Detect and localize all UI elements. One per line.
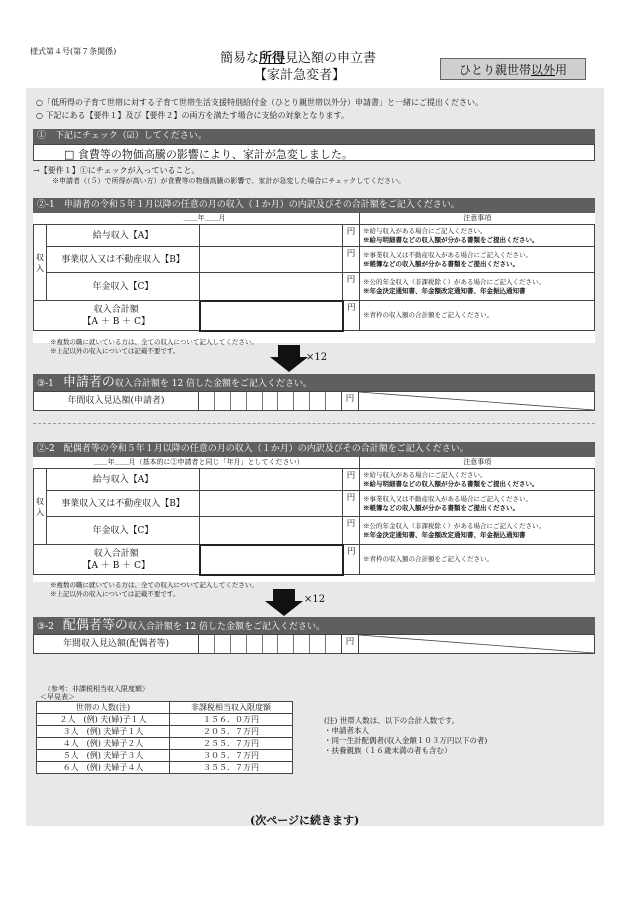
month-header: ＿＿年＿＿月 bbox=[183, 214, 226, 222]
household-notes: (注) 世帯人数は、以下の合計人数です。 ・申請者本人 ・同一生計配偶者(収入金額１０３万円以下の者) ・扶養親族（１６歳未満の者も含む） bbox=[324, 716, 488, 755]
reference-col-household: 世帯の人数(注) bbox=[37, 702, 170, 714]
pension-note-2: ※年金決定通知書、年金額改定通知書、年金振込通知書 bbox=[363, 286, 526, 295]
pension-unit: 円 bbox=[343, 517, 360, 545]
form-number: 様式第４号(第７条関係) bbox=[30, 47, 117, 56]
total-note: ※青枠の収入額の合計額をご記入ください。 bbox=[360, 545, 595, 575]
business-unit: 円 bbox=[343, 247, 360, 273]
total-unit: 円 bbox=[343, 301, 360, 331]
page-subtitle: 【家計急変者】 bbox=[254, 68, 346, 83]
salary-note-1: ※給与収入がある場合にご記入ください。 bbox=[363, 470, 487, 479]
continued-footer: (次ページに続きます) bbox=[250, 814, 360, 827]
section2-1-footnote-1: ※複数の職に就いている方は、全ての収入について記入してください。 bbox=[50, 338, 258, 346]
pension-note-2: ※年金決定通知書、年金額改定通知書、年金振込通知書 bbox=[363, 530, 526, 539]
reference-table bbox=[36, 701, 293, 774]
table-row: ３人 (例) 夫婦子１人 ２０５．７万円 bbox=[37, 726, 293, 738]
table-row: ２人 (例) 夫(婦)子１人 １５６．０万円 bbox=[37, 714, 293, 726]
section3-2-table bbox=[33, 634, 595, 654]
section1-bar: ① 下記にチェック（☑）してください。 bbox=[33, 129, 595, 144]
notes-header: 注意事項 bbox=[360, 213, 595, 225]
section3-1-table bbox=[33, 391, 595, 411]
income-side-label: 収入 bbox=[34, 225, 47, 301]
salary-note-2: ※給与明細書などの収入額が分かる書類をご提出ください。 bbox=[363, 235, 539, 244]
table-row: ４人 (例) 夫婦子２人 ２５５．７万円 bbox=[37, 738, 293, 750]
annual-income-spouse-label: 年間収入見込額(配偶者等) bbox=[34, 635, 199, 654]
multiplier-label: ×12 bbox=[304, 594, 326, 605]
business-note-1: ※事業収入又は不動産収入がある場合にご記入ください。 bbox=[363, 250, 532, 259]
total-income-label: 収入合計額 【A ＋ B ＋ C】 bbox=[34, 545, 200, 575]
salary-income-field[interactable] bbox=[200, 225, 343, 247]
down-arrow-icon bbox=[270, 345, 310, 373]
pension-income-label: 年金収入【C】 bbox=[47, 273, 200, 301]
intro-line-1: ○「低所得の子育て世帯に対する子育て世帯生活支援特別給付金（ひとり親世帯以外分）申請書」と一緒にご提出ください。 bbox=[36, 98, 483, 107]
total-note: ※青枠の収入額の合計額をご記入ください。 bbox=[360, 301, 595, 331]
section1-requirement-note: →【要件１】①にチェックが入っていること。 bbox=[33, 166, 200, 175]
month-header: ＿＿年＿＿月（基本的に②申請者と同じ「年月」としてください） bbox=[93, 458, 304, 466]
notes-header: 注意事項 bbox=[360, 457, 595, 469]
section2-2-footnote-2: ※上記以外の収入については記載不要です。 bbox=[50, 590, 180, 598]
table-row: ５人 (例) 夫婦子３人 ３０５．７万円 bbox=[37, 750, 293, 762]
pension-note-1: ※公的年金収入（非課税除く）がある場合にご記入ください。 bbox=[363, 521, 545, 530]
reference-subcaption: ＜早見表＞ bbox=[40, 693, 75, 701]
pension-income-label: 年金収入【C】 bbox=[47, 517, 200, 545]
section2-1-bar: ②-1 申請者の令和５年１月以降の任意の月の収入（１か月）の内訳及びその合計額をご記入ください。 bbox=[33, 198, 595, 213]
total-unit: 円 bbox=[343, 545, 360, 575]
pension-unit: 円 bbox=[343, 273, 360, 301]
income-side-label: 収入 bbox=[34, 469, 47, 545]
total-income-label: 収入合計額 【A ＋ B ＋ C】 bbox=[34, 301, 200, 331]
salary-unit: 円 bbox=[343, 225, 360, 247]
section1-checkbox-label: □ 食費等の物価高騰の影響により、家計が急変しました。 bbox=[64, 148, 353, 161]
business-income-field[interactable] bbox=[200, 247, 343, 273]
section-divider bbox=[33, 423, 595, 424]
annual-income-spouse-field[interactable] bbox=[199, 635, 342, 654]
page-title: 簡易な所得見込額の申立書 bbox=[220, 51, 377, 66]
salary-note-1: ※給与収入がある場合にご記入ください。 bbox=[363, 226, 487, 235]
section1-sub-note: ※申請者（（５）で所得が高い方）が食費等の物価高騰の影響で、家計が急変した場合にチェックしてください。 bbox=[52, 177, 406, 185]
business-unit: 円 bbox=[343, 491, 360, 517]
salary-income-label: 給与収入【A】 bbox=[47, 469, 200, 491]
business-note-1: ※事業収入又は不動産収入がある場合にご記入ください。 bbox=[363, 494, 532, 503]
pension-income-field[interactable] bbox=[200, 517, 343, 545]
section2-1-income-table bbox=[33, 213, 595, 332]
annual-income-applicant-field[interactable] bbox=[199, 392, 342, 411]
section2-2-income-table bbox=[33, 457, 595, 576]
section2-2-footnote-1: ※複数の職に就いている方は、全ての収入について記入してください。 bbox=[50, 581, 258, 589]
salary-note-2: ※給与明細書などの収入額が分かる書類をご提出ください。 bbox=[363, 479, 539, 488]
section3-1-bar: ③-1 申請者の収入合計額を 12 倍した金額をご記入ください。 bbox=[33, 374, 595, 393]
annual-income-applicant-label: 年間収入見込額(申請者) bbox=[34, 392, 199, 411]
salary-income-label: 給与収入【A】 bbox=[47, 225, 200, 247]
down-arrow-icon bbox=[265, 589, 305, 617]
annual-income-applicant-unit: 円 bbox=[342, 392, 359, 411]
section2-2-bar: ②-2 配偶者等の令和５年１月以降の任意の月の収入（１か月）の内訳及びその合計額をご記入ください。 bbox=[33, 442, 595, 457]
pension-income-field[interactable] bbox=[200, 273, 343, 301]
business-note-2: ※帳簿などの収入額が分かる書類をご提出ください。 bbox=[363, 259, 519, 268]
business-income-label: 事業収入又は不動産収入【B】 bbox=[47, 491, 200, 517]
intro-line-2: ○ 下記にある【要件１】及び【要件２】の両方を満たす場合に支給の対象となります。 bbox=[36, 111, 349, 120]
salary-unit: 円 bbox=[343, 469, 360, 491]
business-income-label: 事業収入又は不動産収入【B】 bbox=[47, 247, 200, 273]
total-income-field[interactable] bbox=[200, 545, 343, 575]
salary-income-field[interactable] bbox=[200, 469, 343, 491]
pension-note-1: ※公的年金収入（非課税除く）がある場合にご記入ください。 bbox=[363, 277, 545, 286]
business-note-2: ※帳簿などの収入額が分かる書類をご提出ください。 bbox=[363, 503, 519, 512]
business-income-field[interactable] bbox=[200, 491, 343, 517]
reference-caption: （参考：非課税相当収入限度額） bbox=[44, 685, 149, 693]
reference-col-limit: 非課税相当収入限度額 bbox=[170, 702, 293, 714]
total-income-field[interactable] bbox=[200, 301, 343, 331]
annual-income-spouse-unit: 円 bbox=[342, 635, 359, 654]
section1-checkbox-box[interactable] bbox=[33, 144, 595, 161]
target-badge: ひとり親世帯以外用 bbox=[440, 58, 586, 80]
table-row: ６人 (例) 夫婦子４人 ３５５．７万円 bbox=[37, 762, 293, 774]
section2-1-footnote-2: ※上記以外の収入については記載不要です。 bbox=[50, 347, 180, 355]
section3-2-bar: ③-2 配偶者等の収入合計額を 12 倍した金額をご記入ください。 bbox=[33, 617, 595, 636]
multiplier-label: ×12 bbox=[306, 352, 328, 363]
